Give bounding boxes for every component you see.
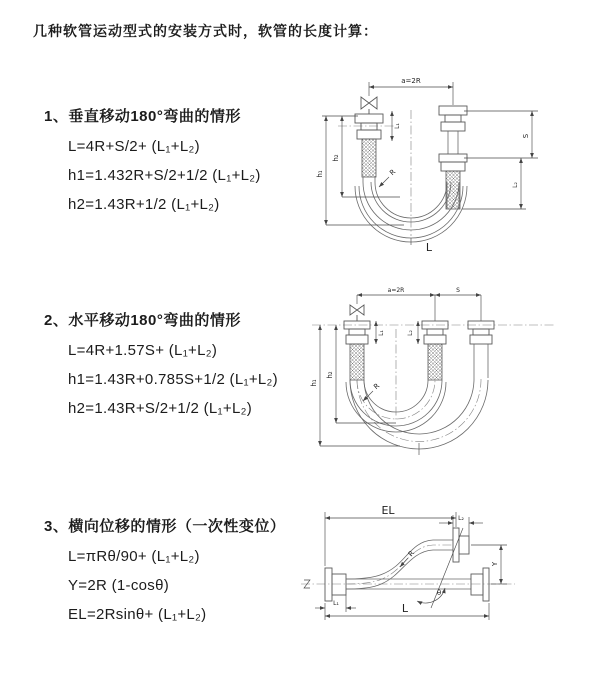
- section-1-heading: 1、垂直移动180°弯曲的情形: [44, 108, 241, 125]
- section-2-formula-h2: h2=1.43R+S/2+1/2 (L₁+L₂): [68, 400, 253, 417]
- section-1-formula-h1: h1=1.432R+S/2+1/2 (L₁+L₂): [68, 167, 261, 184]
- right-flange-lower: [471, 568, 489, 601]
- section-3-formula-L: L=πRθ/90+ (L₁+L₂): [68, 548, 200, 565]
- right-flange-fitting: [468, 321, 494, 344]
- diagram-horizontal-180-bend: [300, 283, 568, 465]
- section-1-formula-h2: h2=1.43R+1/2 (L₁+L₂): [68, 196, 220, 213]
- dimension-s: [435, 287, 481, 295]
- dim-label-a2r: a=2R: [387, 287, 405, 294]
- dimension-l2: [407, 321, 418, 344]
- dim-label-r: R: [388, 167, 398, 178]
- dim-label-h2: h₂: [326, 371, 334, 379]
- braided-hose-left: [362, 139, 376, 177]
- section-1-formula-L: L=4R+S/2+ (L₁+L₂): [68, 138, 200, 155]
- left-flange-fitting: [355, 114, 383, 139]
- dim-label-h1: h₁: [310, 379, 318, 387]
- braided-hose-right: [446, 171, 460, 209]
- diagram-vertical-180-bend: [296, 70, 552, 262]
- dim-label-y: Y: [491, 561, 499, 567]
- right-flange-fitting-upper: [439, 106, 467, 131]
- valve-icon: [361, 97, 377, 114]
- section-3-heading: 3、横向位移的情形（一次性变位）: [44, 518, 286, 535]
- radius-leader: [379, 168, 397, 187]
- left-flange: [325, 568, 346, 601]
- section-3-text: [44, 515, 285, 623]
- dim-label-l2: L₂: [407, 330, 414, 336]
- section-2-text: [44, 309, 278, 417]
- section-3-formula-EL: EL=2Rsinθ+ (L₁+L₂): [68, 606, 207, 623]
- dim-label-length: L: [401, 602, 409, 615]
- middle-flange-fitting: [422, 321, 448, 344]
- dim-label-s: S: [522, 133, 530, 139]
- dim-label-l2: L₂: [512, 182, 519, 188]
- dim-label-h1: h₁: [316, 170, 324, 178]
- s-curve-hose: [346, 540, 453, 589]
- length-label: [411, 238, 433, 254]
- dim-label-a2r: a=2R: [401, 77, 421, 85]
- dimension-top-width: [357, 287, 481, 321]
- dimension-l: [325, 602, 489, 620]
- dim-label-h2: h₂: [332, 154, 340, 162]
- left-flange-fitting: [344, 321, 370, 344]
- dimension-l2: [462, 158, 526, 209]
- dim-label-s: S: [456, 287, 460, 294]
- right-flange-fitting-lower: [439, 154, 467, 171]
- dim-label-r: R: [372, 381, 382, 392]
- dim-label-r: R: [406, 549, 417, 559]
- dimension-el: [325, 504, 456, 566]
- dim-label-l1: L₁: [333, 600, 339, 607]
- dim-label-l: L: [425, 241, 433, 254]
- dim-label-el: EL: [381, 504, 395, 517]
- section-2-formula-L: L=4R+1.57S+ (L₁+L₂): [68, 342, 218, 359]
- u-bend-position-2: [350, 378, 488, 449]
- right-pipe: [474, 344, 488, 378]
- dimension-l1: [376, 321, 385, 344]
- braided-hose-middle: [428, 344, 442, 380]
- section-2-heading: 2、水平移动180°弯曲的情形: [44, 312, 241, 329]
- page-title: 几种软管运动型式的安装方式时，软管的长度计算：: [33, 23, 378, 39]
- dimension-l1: [392, 111, 401, 141]
- braided-hose-left: [350, 344, 364, 380]
- dim-label-l1: L₁: [394, 123, 401, 129]
- dim-label-l1: L₁: [378, 330, 385, 336]
- dimension-l1: [315, 595, 356, 612]
- dimension-h1: [310, 325, 400, 446]
- section-3-formula-Y: Y=2R (1-cosθ): [68, 577, 170, 594]
- section-1-text: [44, 105, 261, 213]
- dimension-top-width: [369, 77, 453, 105]
- section-2-formula-h1: h1=1.43R+0.785S+1/2 (L₁+L₂): [68, 371, 278, 388]
- dimension-s: [464, 111, 538, 158]
- valve-icon: [350, 305, 364, 321]
- right-pipe: [448, 131, 458, 154]
- diagram-lateral-displacement: [293, 498, 589, 666]
- dim-label-l2: L₂: [458, 515, 464, 522]
- dim-label-theta: θ: [436, 589, 442, 597]
